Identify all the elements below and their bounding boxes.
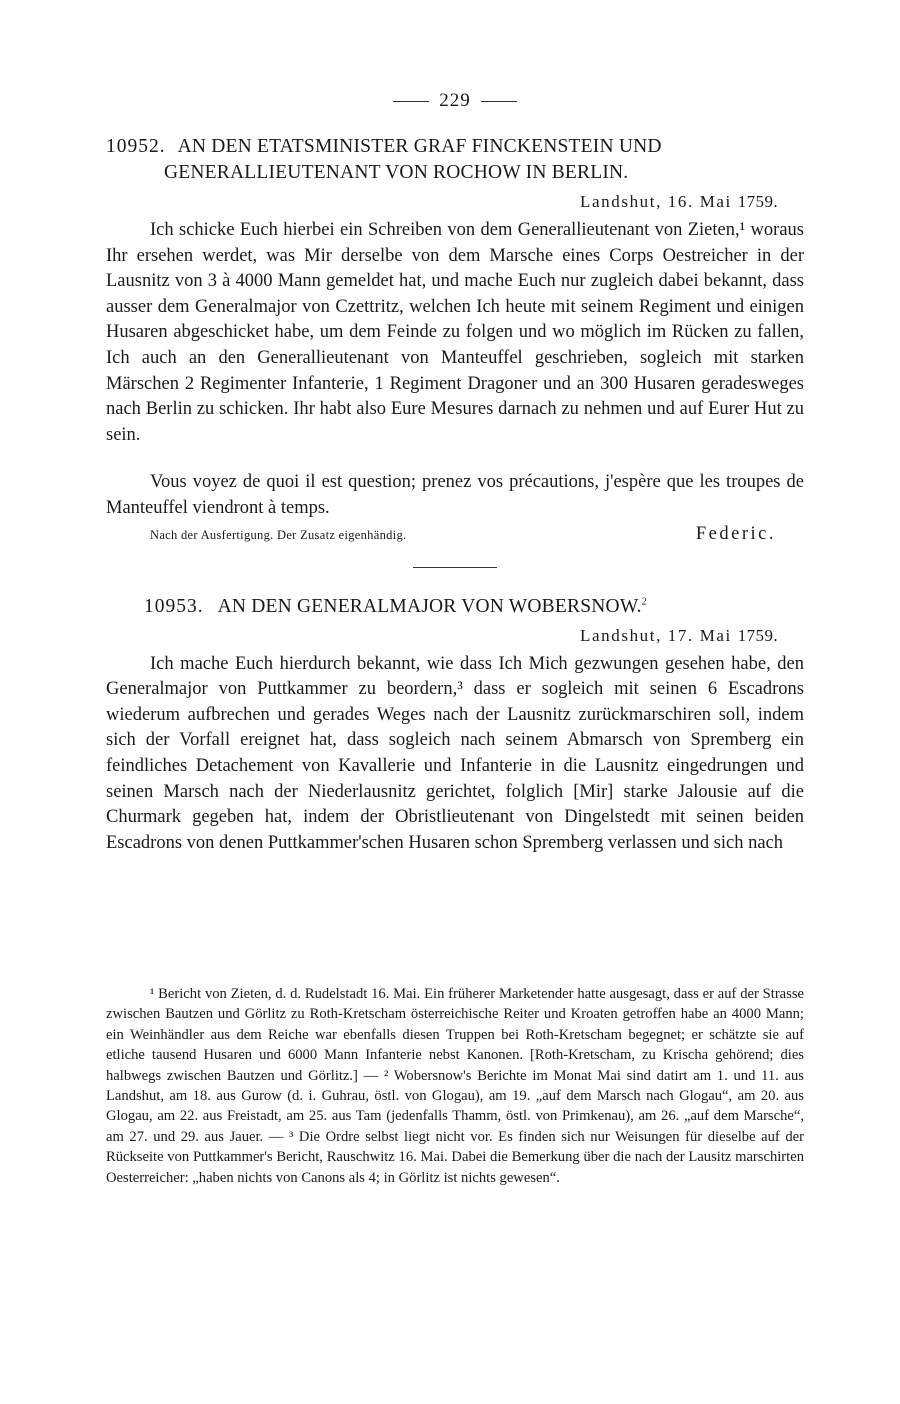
letter-2-heading-text: AN DEN GENERALMAJOR VON WOBERSNOW.	[217, 595, 642, 617]
letter-1-paragraph-1: Ich schicke Euch hierbei ein Schreiben von dem Generallieutenant von Zieten,¹ woraus Ihr ersehen werdet, was Mir derselbe von dem Marsche eines Corps Oestreicher in der Lausnitz von 3 à 4000 Mann gemeldet hat, und mache Euch nur zugleich dabei bekannt, dass ausser dem Generalmajor von Czettritz, welchen Ich heute mit seinem Regiment und einigen Husaren abgeschicket habe, um dem Feinde zu folgen und wo möglich im Rücken zu fallen, Ich auch an den Generallieutenant von Manteuffel geschrieben, sogleich mit starken Märschen 2 Regimenter Infanterie, 1 Regiment Dragoner und an 300 Husaren geradesweges nach Berlin zu schicken. Ihr habt also Eure Mesures darnach zu nehmen und auf Eurer Hut zu sein.	[106, 220, 804, 445]
dash-right	[481, 101, 517, 102]
letter-1-place-date	[106, 190, 804, 214]
page-number-header	[106, 86, 804, 116]
letter-2-place-date	[106, 624, 804, 648]
letter-1-heading	[106, 134, 804, 186]
page-number: 229	[439, 90, 471, 111]
letter-2-paragraph-1: Ich mache Euch hierdurch bekannt, wie dass Ich Mich gezwungen gesehen habe, den Generalmajor von Puttkammer zu beordern,³ dass er sogleich mit seinen 6 Escadrons wiederum aufbrechen und gerades Weges nach der Lausnitz zurückmarschiren soll, indem sich der Vorfall ereignet hat, dass sogleich nach seinem Abmarsch von Spremberg ein feindliches Detachement von Kavallerie und Infanterie in die Lausnitz eingedrungen und seinen Marsch nach der Niederlausnitz gerichtet, folglich [Mir] starke Jalousie auf die Churmark gegeben hat, indem der Obristlieutenant von Dingelstedt mit seinen beiden Escadrons von denen Puttkammer'schen Husaren schon Spremberg verlassen und sich nach	[106, 653, 804, 853]
letter-1-source-note: Nach der Ausfertigung. Der Zusatz eigenhändig.	[150, 527, 407, 542]
letter-1-closing	[106, 524, 804, 545]
letter-1-heading-line2: GENERALLIEUTENANT VON ROCHOW IN BERLIN.	[164, 162, 629, 183]
page	[106, 86, 804, 856]
letter-2-place-date-text: Landshut, 17. Mai	[580, 625, 732, 645]
footnotes-text: ¹ Bericht von Zieten, d. d. Rudelstadt 16. Mai. Ein früherer Marketender hatte ausgesagt, dass er auf der Strasse zwischen Bautzen und Görlitz zu Roth-Kretscham österreichische Reiter und Kroaten getroffen habe an 4000 Mann; ein Weinhändler aus dem Reiche war ebenfalls diesen Truppen bei Roth-Kretscham begegnet; er schätzte sie auf etliche tausend Husaren und 6000 Mann Infanterie nebst Kanonen. [Roth-Kretscham, zu Krischa gehörend; dies halbwegs zwischen Bautzen und Görlitz.] — ² Wobersnow's Berichte im Monat Mai sind datirt am 1. und 11. aus Landshut, am 18. aus Gurow (d. i. Guhrau, östl. von Glogau), am 19. „auf dem Marsch nach Glogau“, am 20. aus Glogau, am 22. aus Freistadt, am 25. aus Tam (jedenfalls Thamm, östl. von Primkenau), am 26. „auf dem Marsche“, am 27. und 29. aus Jauer. — ³ Die Ordre selbst liegt nicht vor. Es finden sich nur Weisungen für dieselbe auf der Rückseite von Puttkammer's Bericht, Rauschwitz 16. Mai. Dabei die Bemerkung über die nach der Lausitz marschirten Oesterreicher: „haben nichts von Canons als 4; in Görlitz ist nichts gewesen“.	[106, 986, 804, 1186]
letter-1-paragraph-2: Vous voyez de quoi il est question; prenez vos précautions, j'espère que les troupes de Manteuffel viendront à temps.	[106, 472, 804, 518]
letter-1-place-date-text: Landshut, 16. Mai	[580, 192, 732, 211]
letter-1-signature: Federic.	[695, 523, 776, 544]
footnotes	[106, 984, 804, 1188]
letter-1-heading-line1: AN DEN ETATSMINISTER GRAF FINCKENSTEIN UND	[177, 136, 662, 157]
letter-2-heading-note: 2	[641, 596, 647, 608]
section-divider	[413, 567, 497, 568]
letter-1-body	[106, 218, 804, 522]
letter-1-number: 10952.	[106, 136, 166, 157]
letter-2-number: 10953.	[144, 595, 204, 617]
dash-left	[393, 101, 429, 102]
letter-1-year: 1759.	[737, 192, 778, 211]
letter-2-year: 1759.	[737, 625, 778, 645]
letter-2-body	[106, 652, 804, 857]
letter-2-heading	[106, 594, 804, 620]
